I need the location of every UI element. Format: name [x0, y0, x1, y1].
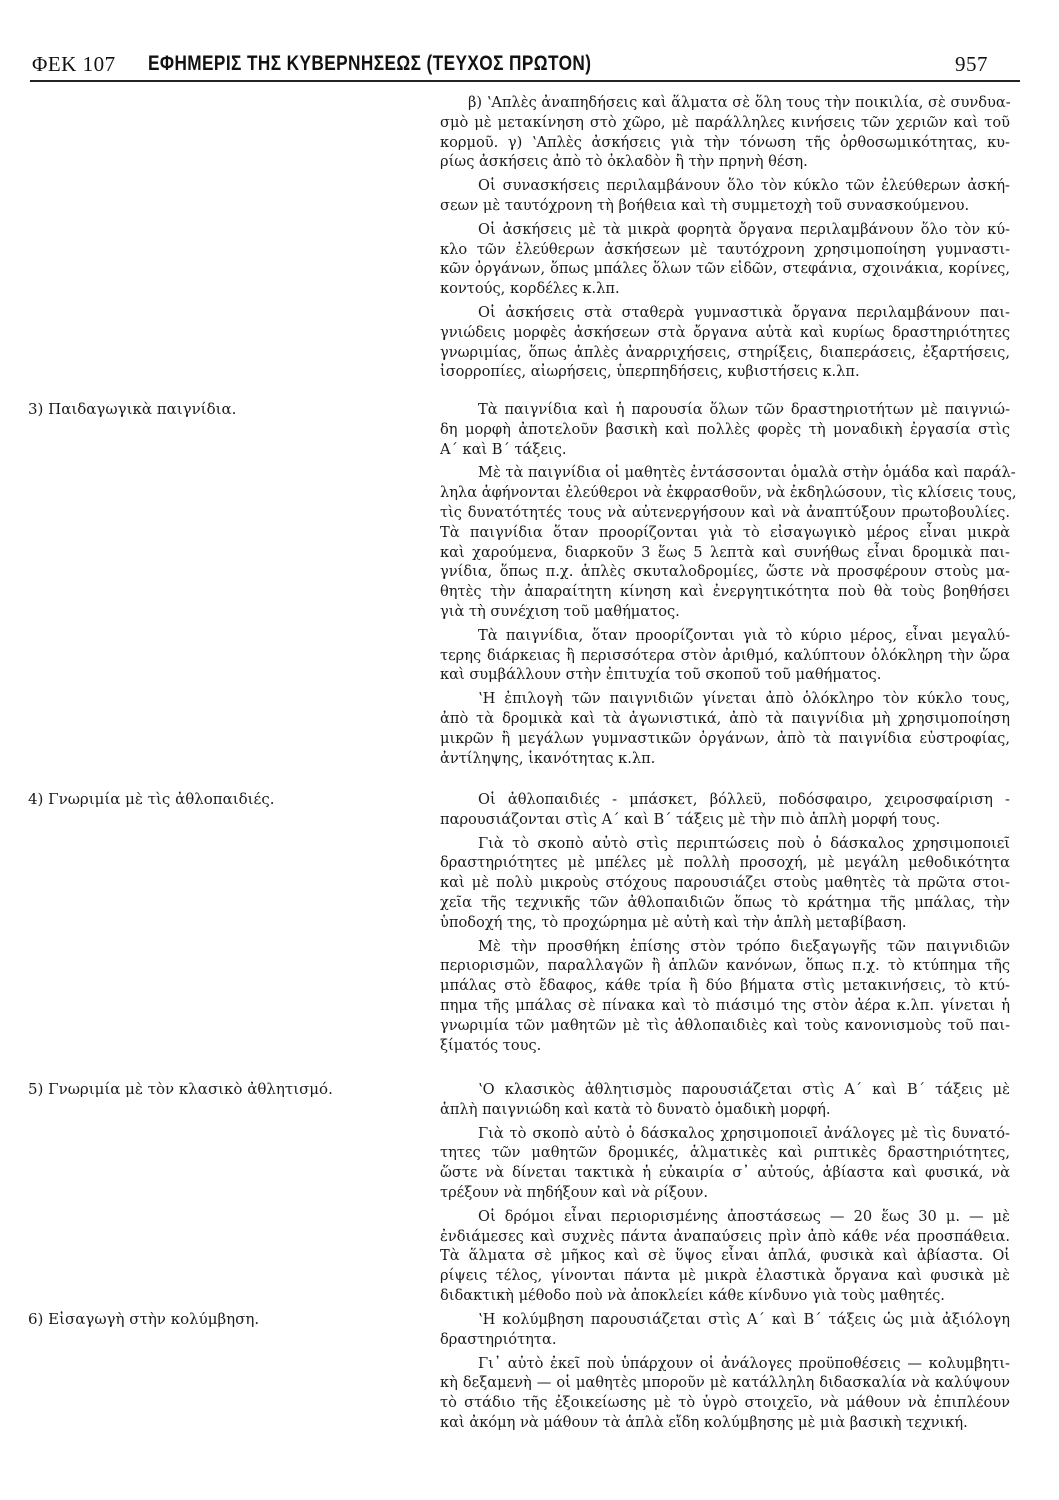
text-line: δραστηριότητες μὲ μπέλες μὲ πολλὴ προσοχή, μὲ μεγάλη μεθοδικότητα: [440, 854, 1010, 872]
text-line: κοντούς, κορδέλες κ.λπ.: [440, 280, 620, 298]
paragraph: [440, 1310, 1010, 1350]
text-line: γνωριμίας, ὅπως ἁπλὲς ἀναρριχήσεις, στηρίξεις, διαπεράσεις, ἐξαρτήσεις,: [440, 343, 1010, 361]
text-line: τρέξουν νὰ πηδήξουν καὶ νὰ ρίξουν.: [440, 1183, 709, 1201]
header-rule: [30, 80, 1020, 82]
section-heading: 5) Γνωριμία μὲ τὸν κλασικὸ ἀθλητισμό.: [28, 1080, 333, 1098]
text-line: Τὰ παιγνίδια, ὅταν προορίζονται γιὰ τὸ κύριο μέρος, εἶναι μεγαλύ-: [478, 626, 1010, 644]
paragraph: [440, 463, 1017, 621]
text-line: παρουσιάζονται στὶς Α΄ καὶ Β΄ τάξεις μὲ τὴν πιὸ ἁπλὴ μορφή τους.: [440, 810, 941, 828]
paragraph: [440, 834, 1010, 933]
text-line: σμὸ μὲ μετακίνηση στὸ χῶρο, μὲ παράλληλες κινήσεις τῶν χεριῶν καὶ τοῦ: [440, 113, 1010, 131]
paragraph: [440, 1207, 1010, 1306]
section-text-column: [440, 790, 1010, 1059]
text-line: διδακτικὴ μέθοδο ποὺ νὰ ἀποκλείει κάθε κίνδυνο γιὰ τοὺς μαθητές.: [440, 1286, 945, 1304]
text-line: Οἱ δρόμοι εἶναι περιορισμένης ἀποστάσεως — 20 ἕως 30 μ. — μὲ: [478, 1207, 1010, 1225]
text-line: Οἱ ἀσκήσεις μὲ τὰ μικρὰ φορητὰ ὄργανα περιλαμβάνουν ὅλο τὸν κύ-: [478, 220, 1010, 238]
section-heading: 4) Γνωριμία μὲ τὶς ἀθλοπαιδιές.: [28, 790, 275, 808]
text-line: Μὲ τὰ παιγνίδια οἱ μαθητὲς ἐντάσσονται ὁμαλὰ στὴν ὁμάδα καὶ παράλ-: [478, 464, 1016, 482]
text-line: καὶ συμβάλλουν στὴν ἐπιτυχία τοῦ σκοποῦ τοῦ μαθήματος.: [440, 666, 882, 684]
text-line: Οἱ συνασκήσεις περιλαμβάνουν ὅλο τὸν κύκλο τῶν ἐλεύθερων ἀσκή-: [478, 177, 1010, 195]
text-line: μικρῶν ἢ μεγάλων γυμναστικῶν ὀργάνων, ἀπὸ τὰ παιγνίδια εὐστροφίας,: [440, 729, 1010, 747]
text-line: περιορισμῶν, παραλλαγῶν ἢ ἁπλῶν κανόνων, ὅπως π.χ. τὸ κτύπημα τῆς: [440, 957, 1010, 975]
text-line: κορμοῦ. γ) ʽΑπλὲς ἀσκήσεις γιὰ τὴν τόνωση τῆς ὀρθοσωμικότητας, κυ-: [440, 133, 1010, 151]
text-line: κὴ δεξαμενὴ — οἱ μαθητὲς μποροῦν μὲ κατάλληλη διδασκαλία νὰ καλύψουν: [440, 1374, 1010, 1392]
text-line: σεων μὲ ταυτόχρονη τὴ βοήθεια καὶ τὴ συμμετοχὴ τοῦ συνασκούμενου.: [440, 196, 970, 214]
text-line: ἀντίληψης, ἱκανότητας κ.λπ.: [440, 749, 656, 767]
text-line: ξίματός τους.: [440, 1036, 542, 1054]
text-line: γνωριμία τῶν μαθητῶν μὲ τὶς ἀθλοπαιδιὲς καὶ τοὺς κανονισμοὺς τοῦ παι-: [440, 1016, 1010, 1034]
gazette-title: ΕΦΗΜΕΡΙΣ ΤΗΣ ΚΥΒΕΡΝΗΣΕΩΣ (ΤΕΥΧΟΣ ΠΡΩΤΟΝ): [148, 52, 592, 75]
text-line: καὶ ἀκόμη νὰ μάθουν τὰ ἁπλὰ εἴδη κολύμβησης μὲ μιὰ βασικὴ τεχνική.: [440, 1413, 968, 1431]
paragraph: [440, 400, 1010, 459]
paragraph: [440, 1080, 1010, 1120]
text-line: μπάλας στὸ ἔδαφος, κάθε τρία ἢ δύο βήματα στὶς μετακινήσεις, τὸ κτύ-: [440, 977, 1010, 995]
text-line: δη μορφὴ ἀποτελοῦν βασικὴ καὶ πολλὲς φορὲς τὴ μοναδικὴ ἐργασία στὶς: [440, 420, 1010, 438]
gazette-issue-number: ΦΕΚ 107: [32, 52, 116, 76]
text-line: γνιώδεις μορφὲς ἀσκήσεων στὰ ὄργανα αὐτὰ καὶ κυρίως δραστηριότητες: [440, 323, 1010, 341]
section-text-column: [440, 1310, 1010, 1437]
page-number: 957: [955, 52, 988, 76]
text-line: Μὲ τὴν προσθήκη ἐπίσης στὸν τρόπο διεξαγωγῆς τῶν παιγνιδιῶν: [478, 937, 1010, 955]
text-line: κῶν ὀργάνων, ὅπως μπάλες ὅλων τῶν εἰδῶν, στεφάνια, σχοινάκια, κορίνες,: [440, 260, 1010, 278]
text-line: Οἱ ἀσκήσεις στὰ σταθερὰ γυμναστικὰ ὄργανα περιλαμβάνουν παι-: [478, 303, 1010, 321]
section-text-column: [440, 400, 1017, 772]
text-line: τερης διάρκειας ἢ περισσότερα στὸν ἀριθμό, καλύπτουν ὁλόκληρη τὴν ὥρα: [440, 646, 1010, 664]
paragraph: [440, 790, 1010, 830]
text-line: ὑποδοχή της, τὸ προχώρημα μὲ αὐτὴ καὶ τὴν ἁπλὴ μεταβίβαση.: [440, 913, 907, 931]
text-line: χεῖα τῆς τεχνικῆς τῶν ἀθλοπαιδιῶν ὅπως τὸ κράτημα τῆς μπάλας, τὴν: [440, 893, 1010, 911]
paragraph: [440, 176, 1010, 216]
text-line: ʽΗ κολύμβηση παρουσιάζεται στὶς Α΄ καὶ Β΄ τάξεις ὡς μιὰ ἀξιόλογη: [478, 1311, 1010, 1328]
text-line: τὶς δυνατότητές τους νὰ αὐτενεργήσουν καὶ νὰ ἀναπτύξουν πρωτοβουλίες.: [440, 503, 1010, 521]
section-text-column: [440, 1080, 1010, 1310]
text-line: Α΄ καὶ Β΄ τάξεις.: [440, 440, 567, 458]
paragraph: [440, 93, 1010, 172]
text-line: γιὰ τὴ συνέχιση τοῦ μαθήματος.: [440, 602, 680, 620]
paragraph: [440, 1354, 1010, 1433]
text-line: κλο τῶν ἐλεύθερων ἀσκήσεων μὲ ταυτόχρονη χρησιμοποίηση γυμναστι-: [440, 240, 1010, 258]
paragraph: [440, 937, 1010, 1056]
text-line: θητὲς τὴν ἀπαραίτητη κίνηση καὶ ἐνεργητικότητα ποὺ θὰ τοὺς βοηθήσει: [440, 583, 1010, 601]
text-line: δραστηριότητα.: [440, 1330, 557, 1348]
text-line: ʽΗ ἐπιλογὴ τῶν παιγνιδιῶν γίνεται ἀπὸ ὁλόκληρο τὸν κύκλο τους,: [478, 690, 1010, 708]
text-line: ρίψεις τέλος, γίνονται πάντα μὲ μικρὰ ἐλαστικὰ ὄργανα καὶ φυσικὰ μὲ: [440, 1267, 1010, 1285]
section-heading: 6) Εἰσαγωγὴ στὴν κολύμβηση.: [28, 1310, 260, 1328]
text-line: ἀπὸ τὰ δρομικὰ καὶ τὰ ἀγωνιστικά, ἀπὸ τὰ παιγνίδια μὴ χρησιμοποίηση: [440, 709, 1010, 727]
paragraph: [440, 220, 1010, 299]
text-line: ρίως ἀσκήσεις ἀπὸ τὸ ὀκλαδὸν ἢ τὴν πρηνὴ θέση.: [440, 153, 808, 171]
text-line: ἁπλὴ παιγνιώδη καὶ κατὰ τὸ δυνατὸ ὁμαδικὴ μορφή.: [440, 1100, 831, 1118]
text-line: Τὰ παιγνίδια ὅταν προορίζονται γιὰ τὸ εἰσαγωγικὸ μέρος εἶναι μικρὰ: [440, 523, 1010, 541]
text-line: καὶ μὲ πολὺ μικροὺς στόχους παρουσιάζει στοὺς μαθητὲς τὰ πρῶτα στοι-: [440, 874, 1010, 892]
paragraph: [440, 1124, 1010, 1203]
text-line: ἐνδιάμεσες καὶ συχνὲς πάντα ἀναπαύσεις πρὶν ἀπὸ κάθε νέα προσπάθεια.: [440, 1227, 1010, 1245]
section-heading: 3) Παιδαγωγικὰ παιγνίδια.: [28, 400, 237, 418]
text-line: πημα τῆς μπάλας σὲ πίνακα καὶ τὸ πιάσιμό της στὸν ἀέρα κ.λπ. γίνεται ἡ: [440, 996, 1010, 1014]
section-text-column: [440, 93, 1010, 386]
text-line: ἰσορροπίες, αἰωρήσεις, ὑπερπηδήσεις, κυβιστήσεις κ.λπ.: [440, 363, 860, 381]
text-line: Γι᾽ αὐτὸ ἐκεῖ ποὺ ὑπάρχουν οἱ ἀνάλογες προϋποθέσεις — κολυμβητι-: [478, 1354, 1010, 1372]
text-line: γνίδια, ὅπως π.χ. ἁπλὲς σκυταλοδρομίες, ὥστε νὰ προσφέρουν στοὺς μα-: [440, 563, 1010, 581]
text-line: τὸ στάδιο τῆς ἐξοικείωσης μὲ τὸ ὑγρὸ στοιχεῖο, νὰ μάθουν νὰ ἐπιπλέουν: [440, 1394, 1010, 1412]
text-line: ʽΟ κλασικὸς ἀθλητισμὸς παρουσιάζεται στὶς Α΄ καὶ Β΄ τάξεις μὲ: [478, 1081, 1010, 1098]
paragraph: [440, 303, 1010, 382]
text-line: Γιὰ τὸ σκοπὸ αὐτὸ ὁ δάσκαλος χρησιμοποιεῖ ἀνάλογες μὲ τὶς δυνατό-: [478, 1124, 1010, 1142]
text-line: Τὰ ἅλματα σὲ μῆκος καὶ σὲ ὕψος εἶναι ἁπλά, φυσικὰ καὶ ἀβίαστα. Οἱ: [440, 1247, 1010, 1265]
text-line: τητες τῶν μαθητῶν δρομικές, ἁλματικὲς καὶ ριπτικὲς δραστηριότητες,: [440, 1144, 1010, 1162]
text-line: Οἱ ἀθλοπαιδιές - μπάσκετ, βόλλεϋ, ποδόσφαιρο, χειροσφαίριση -: [478, 791, 1010, 808]
paragraph: [440, 626, 1010, 685]
text-line: ληλα ἀφήνονται ἐλεύθεροι νὰ ἐκφρασθοῦν, νὰ ἐκδηλώσουν, τὶς κλίσεις τους,: [440, 484, 1017, 502]
text-line: καὶ χαρούμενα, διαρκοῦν 3 ἕως 5 λεπτὰ καὶ συνήθως εἶναι δρομικὰ παι-: [440, 543, 1010, 561]
paragraph: [440, 689, 1010, 768]
text-line: Τὰ παιγνίδια καὶ ἡ παρουσία ὅλων τῶν δραστηριοτήτων μὲ παιγνιώ-: [478, 401, 1010, 418]
text-line: ὥστε νὰ δίνεται τακτικὰ ἡ εὐκαιρία σ᾽ αὐτούς, ἀβίαστα καὶ φυσικά, νὰ: [440, 1164, 1010, 1182]
text-line: β) ʽΑπλὲς ἀναπηδήσεις καὶ ἅλματα σὲ ὅλη τους τὴν ποικιλία, σὲ συνδυα-: [468, 94, 1011, 111]
text-line: Γιὰ τὸ σκοπὸ αὐτὸ στὶς περιπτώσεις ποὺ ὁ δάσκαλος χρησιμοποιεῖ: [478, 834, 1010, 852]
